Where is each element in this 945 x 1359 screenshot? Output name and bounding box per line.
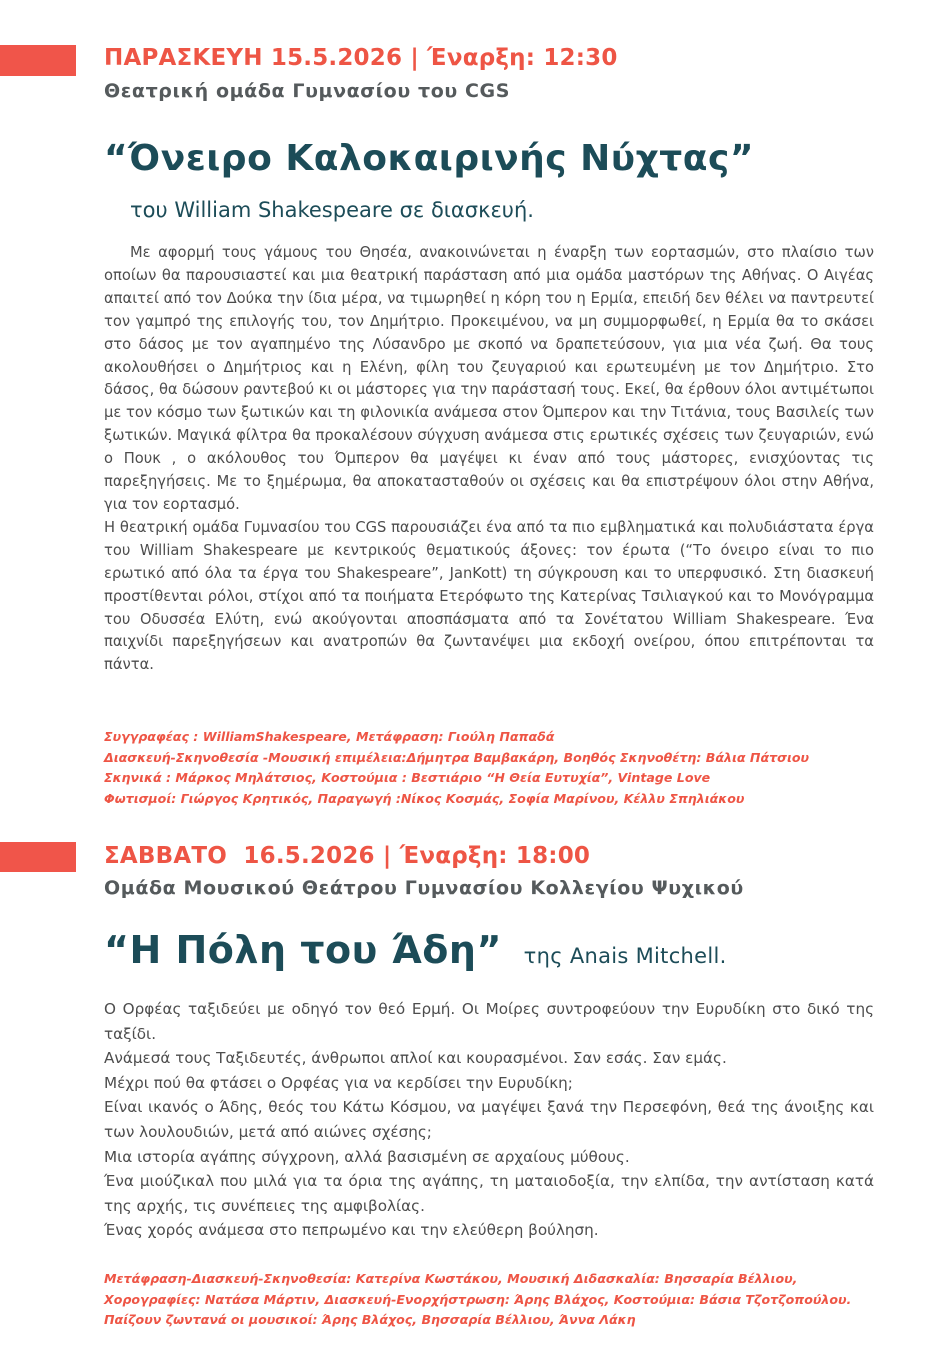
event2-title: “Η Πόλη του Άδη” bbox=[104, 928, 502, 972]
event2-credits bbox=[104, 1269, 884, 1331]
event1-date: ΠΑΡΑΣΚΕΥΗ 15.5.2026 | Έναρξη: 12:30 bbox=[104, 45, 618, 71]
event1-description bbox=[104, 242, 874, 677]
event2-line: Ο Ορφέας ταξιδεύει με οδηγό τον θεό Ερμή. Οι Μοίρες συντροφεύουν την Ευρυδίκη στο δικό της ταξίδι. bbox=[104, 1000, 874, 1043]
credit-line: Σκηνικά : Μάρκος Μηλάτσιος, Κοστούμια : Βεστιάριο “Η Θεία Ευτυχία”, Vintage Love bbox=[104, 770, 711, 785]
event2-line: Ένας χορός ανάμεσα στο πεπρωμένο και την ελεύθερη βούληση. bbox=[104, 1221, 599, 1240]
event2-line: Ανάμεσά τους Ταξιδευτές, άνθρωποι απλοί και κουρασμένοι. Σαν εσάς. Σαν εμάς. bbox=[104, 1049, 727, 1068]
event1-title: “Όνειρο Καλοκαιρινής Νύχτας” bbox=[104, 138, 755, 179]
event1-subtitle: του William Shakespeare σε διασκευή. bbox=[130, 198, 534, 222]
credit-line: Συγγραφέας : WilliamShakespeare, Μετάφραση: Γιούλη Παπαδά bbox=[104, 729, 555, 744]
credit-line: Διασκευή-Σκηνοθεσία -Μουσική επιμέλεια:Δήμητρα Βαμβακάρη, Βοηθός Σκηνοθέτη: Βάλια Πάτσιου bbox=[104, 749, 810, 765]
credit-line: Φωτισμοί: Γιώργος Κρητικός, Παραγωγή :Νίκος Κοσμάς, Σοφία Μαρίνου, Κέλλυ Σπηλιάκου bbox=[104, 790, 745, 806]
credit-line: Παίζουν ζωντανά οι μουσικοί: Άρης Βλάχος, Βησσαρία Βέλλιου, Άννα Λάκη bbox=[104, 1312, 636, 1327]
event1-paragraph2: Η θεατρική ομάδα Γυμνασίου του CGS παρουσιάζει ένα από τα πιο εμβληματικά και πολυδιάστατα έργα του William Shakespeare με κεντρικούς θεματικούς άξονες: τον έρωτα (“Το όνειρο είναι το πιο ερωτικό από όλα τα έργα του Shakespeare”, JanKott) τη σύγκρουση και το υπερφυσικό. Στη διασκευή προστίθενται ρόλοι, στίχοι από τα ποιήματα Ετερόφωτο της Κατερίνας Τσιλιαγκού και το Μονόγραμμα του Οδυσσέα Ελύτη, ενώ ακούγονται αποσπάσματα από τα Σονέτατου William Shakespeare. Ένα παιχνίδι παρεξηγήσεων και ανατροπών θα ζωντανέψει μια εκδοχή ονείρου, όπου επιτρέπονται τα πάντα. bbox=[104, 518, 874, 674]
accent-bar-event2 bbox=[0, 842, 76, 872]
accent-bar-event1 bbox=[0, 45, 76, 76]
event2-title-line bbox=[104, 928, 727, 972]
event1-paragraph1: Με αφορμή τους γάμους του Θησέα, ανακοινώνεται η έναρξη των εορτασμών, στο πλαίσιο των οποίων θα παρουσιαστεί και μια θεατρική παράσταση από μια ομάδα μαστόρων της Αθήνας. Ο Αιγέας απαιτεί από τον Δούκα την ίδια μέρα, να τιμωρηθεί η κόρη του η Ερμία, επειδή δεν θέλει να παντρευτεί τον γαμπρό της επιλογής του, τον Δημήτριο. Προκειμένου, να μη συμμορφωθεί, η Ερμία θα το σκάσει στο δάσος με τον αγαπημένο της Λύσανδρο με σκοπό να δραπετεύσουν, για μια νέα ζωή. Θα τους ακολουθήσει ο Δημήτριος και η Ελένη, φίλη του ζευγαριού και ερωτευμένη με τον Δημήτριο. Στο δάσος, θα δώσουν ραντεβού κι οι μάστορες για την παράστασή τους. Εκεί, θα έρθουν όλοι αντιμέτωποι με τον κόσμο των ξωτικών και τη φιλονικία ανάμεσα στον Όμπερον και την Τιτάνια, τους Βασιλείς των ξωτικών. Μαγικά φίλτρα θα προκαλέσουν σύγχυση ανάμεσα στις ερωτικές σχέσεις των ζευγαριών, ενώ ο Πουκ , ο ακόλουθος του Όμπερον θα μαγέψει κι έναν από τους μάστορες, ενισχύοντας τις παρεξηγήσεις. Με το ξημέρωμα, θα αποκατασταθούν οι σχέσεις και θα επιστρέψουν όλοι στην Αθήνα, για τον εορτασμό. bbox=[104, 244, 874, 513]
event2-description bbox=[104, 997, 874, 1243]
event2-author: της Anais Mitchell. bbox=[523, 944, 727, 968]
event2-group: Ομάδα Μουσικού Θεάτρου Γυμνασίου Κολλεγίου Ψυχικού bbox=[104, 877, 744, 899]
event2-line: Μέχρι πού θα φτάσει ο Ορφέας για να κερδίσει την Ευρυδίκη; bbox=[104, 1073, 573, 1092]
credit-line: Χορογραφίες: Νατάσα Μάρτιν, Διασκευή-Ενορχήστρωση: Άρης Βλάχος, Κοστούμια: Βάσια Τζοτζοπούλου. bbox=[104, 1291, 852, 1307]
event2-line: Μια ιστορία αγάπης σύγχρονη, αλλά βασισμένη σε αρχαίους μύθους. bbox=[104, 1147, 630, 1166]
event2-line: Είναι ικανός ο Άδης, θεός του Κάτω Κόσμου, να μαγέψει ξανά την Περσεφόνη, θεά της άνοιξης και των λουλουδιών, μετά από αιώνες σχέσης; bbox=[104, 1098, 874, 1141]
credit-line: Μετάφραση-Διασκευή-Σκηνοθεσία: Κατερίνα Κωστάκου, Μουσική Διδασκαλία: Βησσαρία Βέλλιου, bbox=[104, 1271, 798, 1286]
event2-line: Ένα μιούζικαλ που μιλά για τα όρια της αγάπης, τη ματαιοδοξία, την ελπίδα, την αντίσταση κατά της αρχής, τις συνέπειες της αμφιβολίας. bbox=[104, 1172, 874, 1215]
event1-group: Θεατρική ομάδα Γυμνασίου του CGS bbox=[104, 80, 511, 102]
event2-date: ΣΑΒΒΑΤΟ 16.5.2026 | Έναρξη: 18:00 bbox=[104, 843, 591, 869]
event1-credits bbox=[104, 727, 884, 809]
